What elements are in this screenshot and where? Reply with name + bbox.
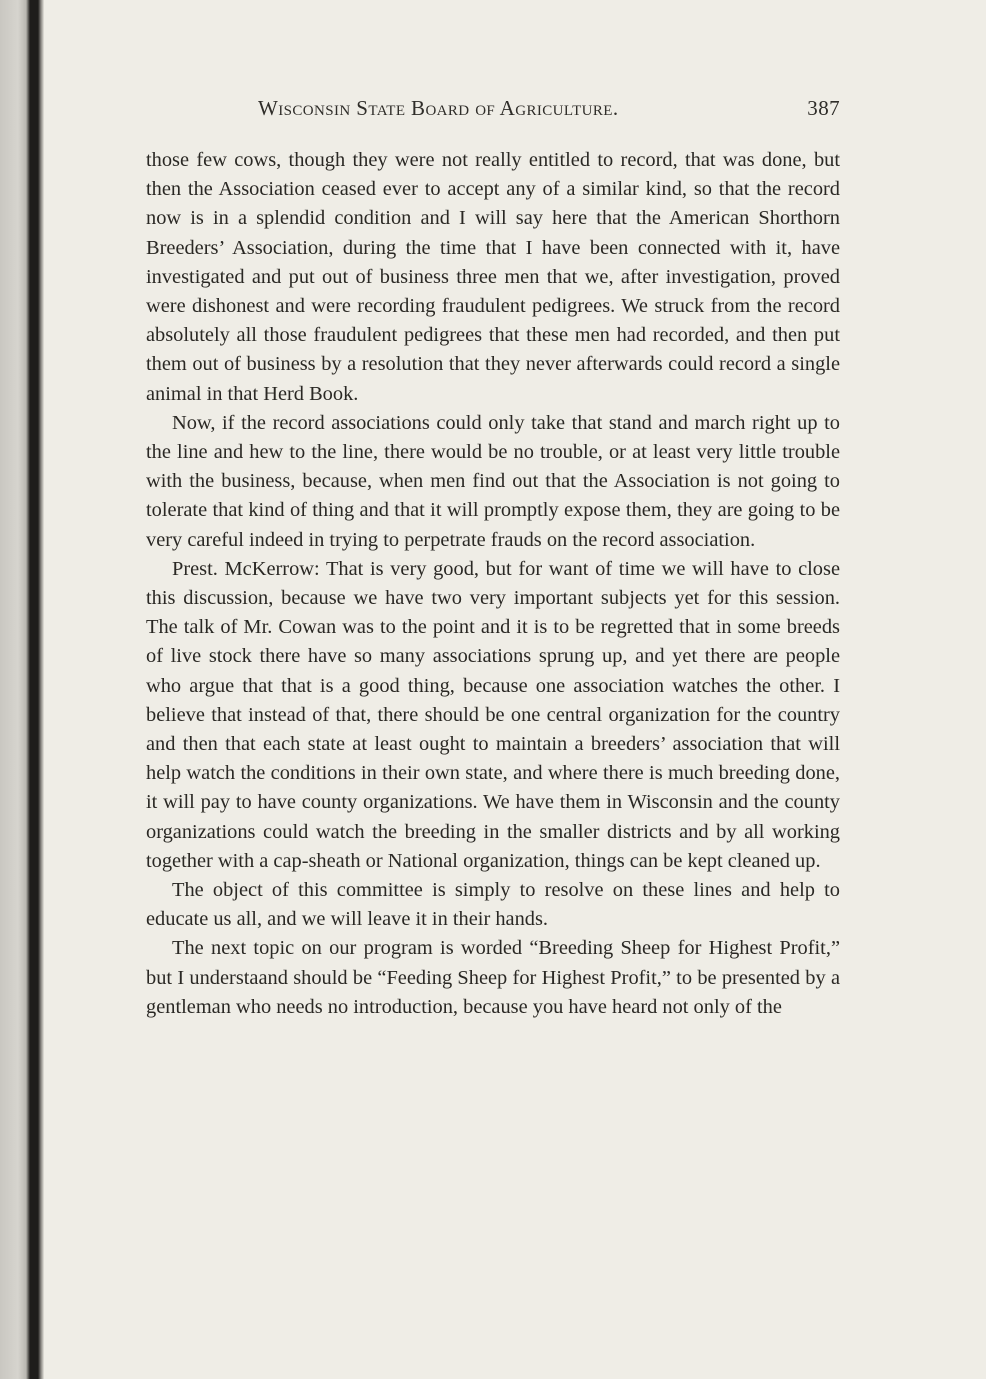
paragraph: Now, if the record associations could only take that stand and march right up to the line and hew to the line, there would be no trouble, or at least very little trouble with the business, because, when men find out that the Association is not going to tolerate that kind of thing and that it will promptly expose them, they are going to be very careful indeed in trying to perpetrate frauds on the record association.: [146, 411, 840, 551]
paragraph: The object of this committee is simply to resolve on these lines and help to educate us all, and we will leave it in their hands.: [146, 879, 840, 931]
page-number: 387: [807, 96, 840, 120]
book-binding-gutter: [0, 0, 44, 1379]
running-title: Wisconsin State Board of Agriculture.: [258, 96, 619, 120]
paragraph-continued: those few cows, though they were not really entitled to record, that was done, but then the Association ceased ever to accept any of a similar kind, so that the record now is in a splendid condition and I will say here that the American Shorthorn Breeders’ Association, during the time that I have been connected with it, have investigated and put out of business three men that we, after investigation, proved were dishonest and were recording fraudulent pedigrees. We struck from the record absolutely all those fraudulent pedigrees that these men had recorded, and then put them out of business by a resolution that they never afterwards could record a single animal in that Herd Book.: [146, 149, 840, 405]
book-page: [146, 96, 840, 1022]
paragraph: Prest. McKerrow: That is very good, but for want of time we will have to close this discussion, because we have two very important subjects yet for this session. The talk of Mr. Cowan was to the point and it is to be regretted that in some breeds of live stock there have so many associations sprung up, and yet there are people who argue that that is a good thing, because one association watches the other. I believe that instead of that, there should be one central organization for the country and then that each state at least ought to maintain a breeders’ association that will help watch the conditions in their own state, and where there is much breeding done, it will pay to have county organizations. We have them in Wisconsin and the county organizations could watch the breeding in the smaller districts and by all working together with a cap-sheath or National organization, things can be kept cleaned up.: [146, 557, 840, 872]
paragraph: The next topic on our program is worded “Breeding Sheep for Highest Profit,” but I understaand should be “Feeding Sheep for Highest Profit,” to be presented by a gentleman who needs no introduction, because you have heard not only of the: [146, 937, 840, 1018]
body-text: [146, 146, 840, 1022]
running-head: [146, 96, 840, 130]
